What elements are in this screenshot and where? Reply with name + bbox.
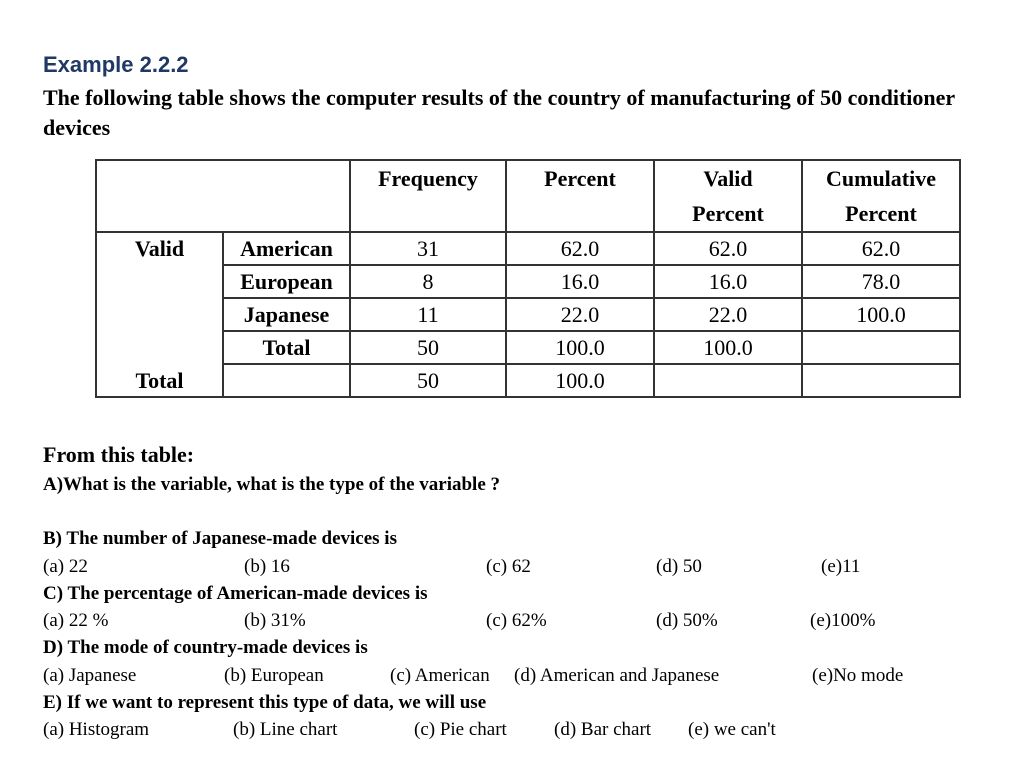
option-b-d: (d) 50 [656, 556, 702, 577]
question-e: E) If we want to represent this type of data, we will use [43, 692, 487, 713]
cell-percent: 22.0 [506, 298, 654, 331]
cell-cumulative-percent [802, 331, 960, 364]
cell-valid-percent: 62.0 [654, 232, 802, 265]
option-c-d: (d) 50% [656, 610, 718, 631]
table-corner-cell [96, 160, 350, 232]
cell-cumulative-percent: 62.0 [802, 232, 960, 265]
header-cumulative-percent: Cumulative Percent [802, 160, 960, 232]
row-label: European [223, 265, 350, 298]
table-row [96, 331, 960, 364]
option-c-b: (b) 31% [244, 610, 306, 631]
cell-valid-percent: 16.0 [654, 265, 802, 298]
table-header-row [96, 160, 960, 232]
option-c-c: (c) 62% [486, 610, 547, 631]
question-c: C) The percentage of American-made devices is [43, 583, 428, 604]
cell-frequency: 31 [350, 232, 506, 265]
intro-text: The following table shows the computer results of the country of manufacturing of 50 conditioner devices [43, 85, 955, 140]
option-c-e: (e)100% [810, 610, 876, 631]
header-valid-percent: Valid Percent [654, 160, 802, 232]
cell-frequency: 50 [350, 364, 506, 397]
option-b-a: (a) 22 [43, 556, 88, 577]
header-frequency: Frequency [350, 160, 506, 232]
cell-frequency: 11 [350, 298, 506, 331]
option-e-a: (a) Histogram [43, 719, 150, 740]
table-row [96, 265, 960, 298]
table-row [96, 232, 960, 265]
option-d-d: (d) American and Japanese [514, 665, 720, 686]
option-c-a: (a) 22 % [43, 610, 109, 631]
empty-cell [223, 364, 350, 397]
cell-valid-percent: 22.0 [654, 298, 802, 331]
table-row [96, 298, 960, 331]
option-e-e: (e) we can't [688, 719, 776, 740]
cell-percent: 16.0 [506, 265, 654, 298]
option-e-c: (c) Pie chart [414, 719, 507, 740]
row-label: Japanese [223, 298, 350, 331]
option-d-c: (c) American [390, 665, 490, 686]
cell-cumulative-percent: 78.0 [802, 265, 960, 298]
option-b-b: (b) 16 [244, 556, 290, 577]
cell-percent: 100.0 [506, 364, 654, 397]
table-row-grand-total [96, 364, 960, 397]
cell-percent: 100.0 [506, 331, 654, 364]
option-d-a: (a) Japanese [43, 665, 137, 686]
empty-cell [654, 364, 802, 397]
cell-percent: 62.0 [506, 232, 654, 265]
option-d-e: (e)No mode [812, 665, 904, 686]
option-e-d: (d) Bar chart [554, 719, 652, 740]
question-d: D) The mode of country-made devices is [43, 637, 368, 658]
cell-frequency: 50 [350, 331, 506, 364]
option-e-b: (b) Line chart [233, 719, 338, 740]
option-d-b: (b) European [224, 665, 324, 686]
option-b-e: (e)11 [821, 556, 861, 577]
cell-frequency: 8 [350, 265, 506, 298]
frequency-table [95, 159, 961, 398]
header-percent: Percent [506, 160, 654, 232]
option-b-c: (c) 62 [486, 556, 531, 577]
cell-valid-percent: 100.0 [654, 331, 802, 364]
example-title: Example 2.2.2 [43, 52, 189, 77]
question-b: B) The number of Japanese-made devices is [43, 528, 397, 549]
section-heading: From this table: [43, 442, 195, 467]
question-a: A)What is the variable, what is the type of the variable ? [43, 474, 501, 495]
group-label-total: Total [96, 364, 223, 397]
row-label: Total [223, 331, 350, 364]
empty-cell [802, 364, 960, 397]
row-label: American [223, 232, 350, 265]
group-label-valid: Valid [96, 232, 223, 364]
cell-cumulative-percent: 100.0 [802, 298, 960, 331]
